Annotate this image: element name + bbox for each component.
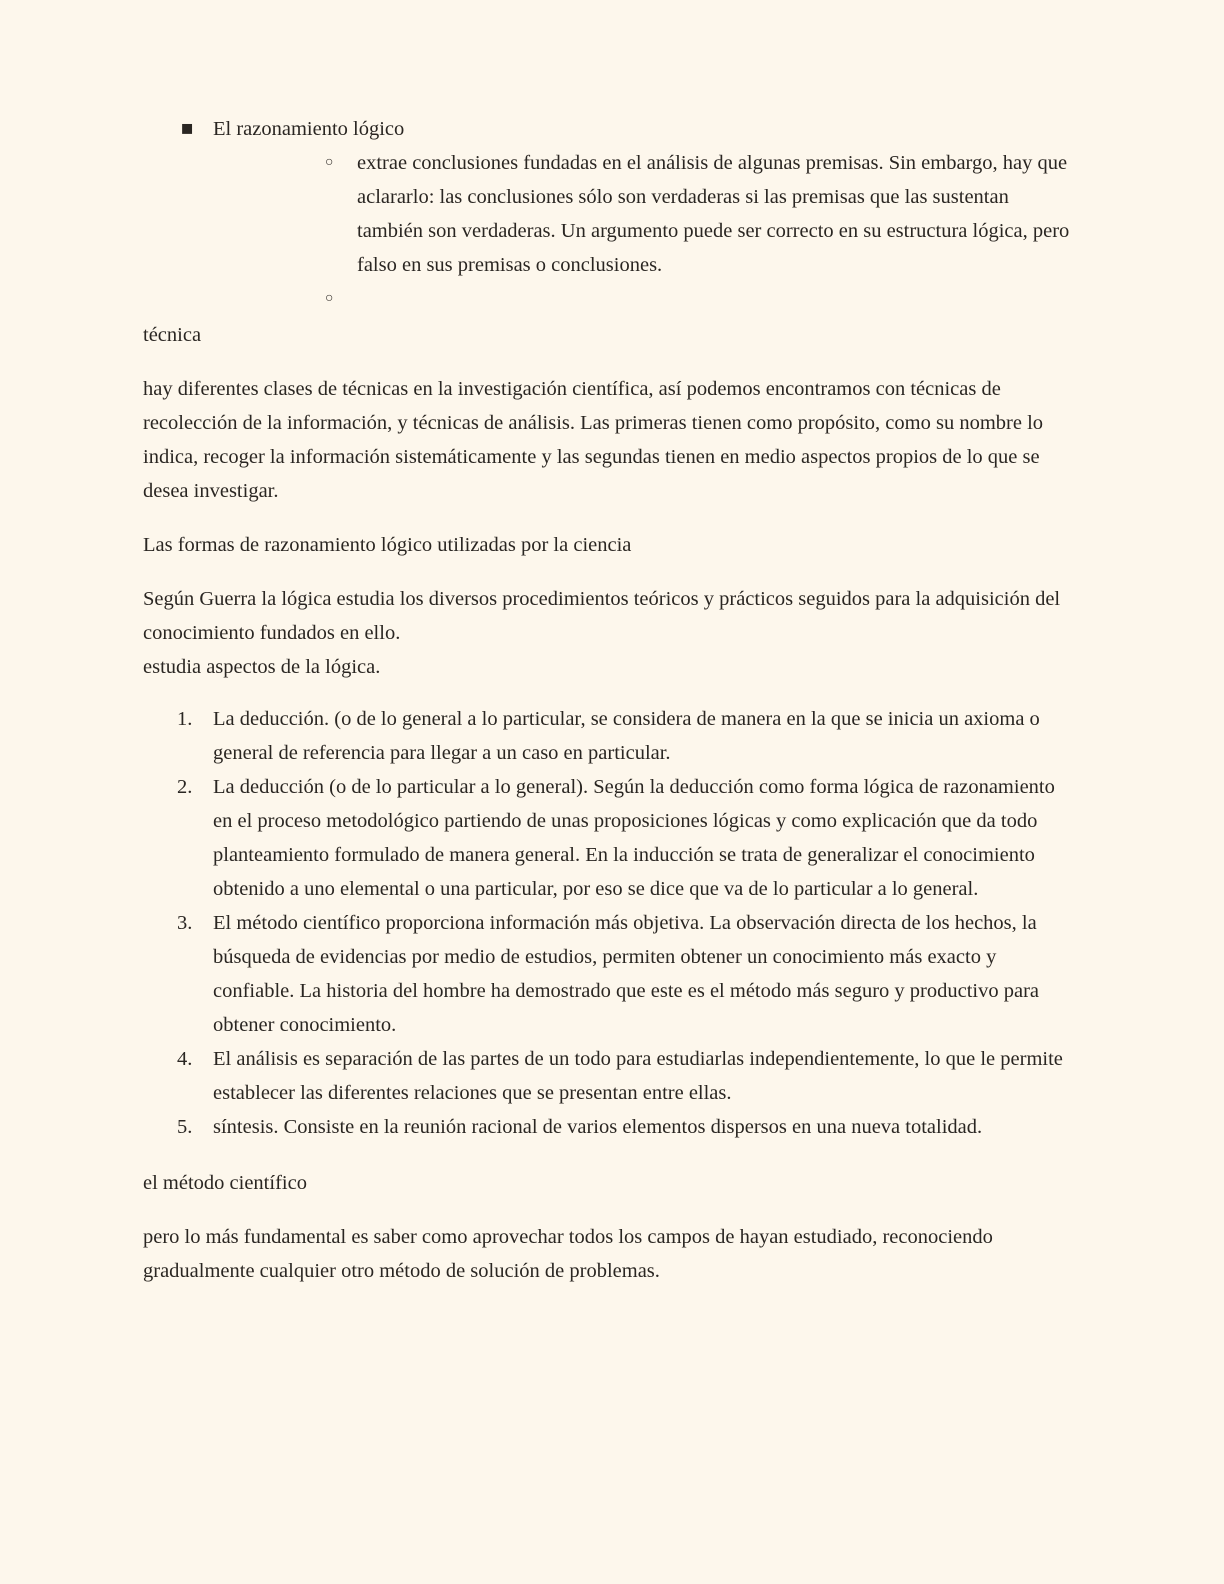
section-title: técnica [143,324,202,346]
list-item-text: El método científico proporciona información más objetiva. La observación directa de los hechos, la búsqueda de evidencias por medio de estudios, permiten obtener un conocimiento más exacto y confiable. La historia del hombre ha demostrado que este es el método más seguro y productivo para obtener conocimiento. [213,912,1040,1036]
hollow-bullet-icon: ○ [325,155,334,170]
bullet-list [143,112,1074,316]
list-number: 3. [177,912,193,934]
paragraph: hay diferentes clases de técnicas en la investigación científica, así podemos encontramos con técnicas de recolección de la información, y técnicas de análisis. Las primeras tienen como propósito, como su nombre lo indica, recoger la información sistemáticamente y las segundas tienen en medio aspectos propios de lo que se desea investigar. [143,378,1044,502]
nested-list-item [213,146,1074,282]
list-item-text: La deducción. (o de lo general a lo particular, se considera de manera en la que se inicia un axioma o general de referencia para llegar a un caso en particular. [213,708,1040,764]
nested-list-item-empty [213,282,1074,316]
list-item [143,112,1074,316]
list-item-text: El análisis es separación de las partes de un todo para estudiarlas independientemente, lo que le permite establecer las diferentes relaciones que se presentan entre ellas. [213,1048,1063,1104]
filled-bullet-icon: ■ [181,118,194,140]
section-heading: el método científico [143,1172,307,1194]
nested-bullet-list [213,146,1074,316]
numbered-list-item [143,702,1074,770]
paragraph: pero lo más fundamental es saber como aprovechar todos los campos de hayan estudiado, reconociendo gradualmente cualquier otro método de solución de problemas. [143,1226,993,1282]
paragraph: estudia aspectos de la lógica. [143,656,381,678]
section-heading: Las formas de razonamiento lógico utilizadas por la ciencia [143,534,632,556]
list-item-text: La deducción (o de lo particular a lo general). Según la deducción como forma lógica de razonamiento en el proceso metodológico partiendo de unas proposiciones lógicas y como explicación que da todo planteamiento formulado de manera general. En la inducción se trata de generalizar el conocimiento obtenido a uno elemental o una particular, por eso se dice que va de lo particular a lo general. [213,776,1055,900]
hollow-bullet-icon: ○ [325,291,334,306]
list-number: 2. [177,776,193,798]
paragraph: Según Guerra la lógica estudia los diversos procedimientos teóricos y prácticos seguidos para la adquisición del conocimiento fundados en ello. [143,588,1061,644]
list-item-text: síntesis. Consiste en la reunión racional de varios elementos dispersos en una nueva totalidad. [213,1116,983,1138]
bullet-label: El razonamiento lógico [213,118,405,140]
numbered-list-item [143,770,1074,906]
numbered-list-item [143,1110,1074,1144]
list-number: 5. [177,1116,193,1138]
list-number: 1. [177,708,193,730]
numbered-list-item [143,906,1074,1042]
numbered-list-item [143,1042,1074,1110]
list-number: 4. [177,1048,193,1070]
nested-item-text: extrae conclusiones fundadas en el análisis de algunas premisas. Sin embargo, hay que aclararlo: las conclusiones sólo son verdaderas si las premisas que las sustentan también son verdaderas. Un argumento puede ser correcto en su estructura lógica, pero falso en sus premisas o conclusiones. [357,152,1070,276]
numbered-list [143,702,1074,1144]
